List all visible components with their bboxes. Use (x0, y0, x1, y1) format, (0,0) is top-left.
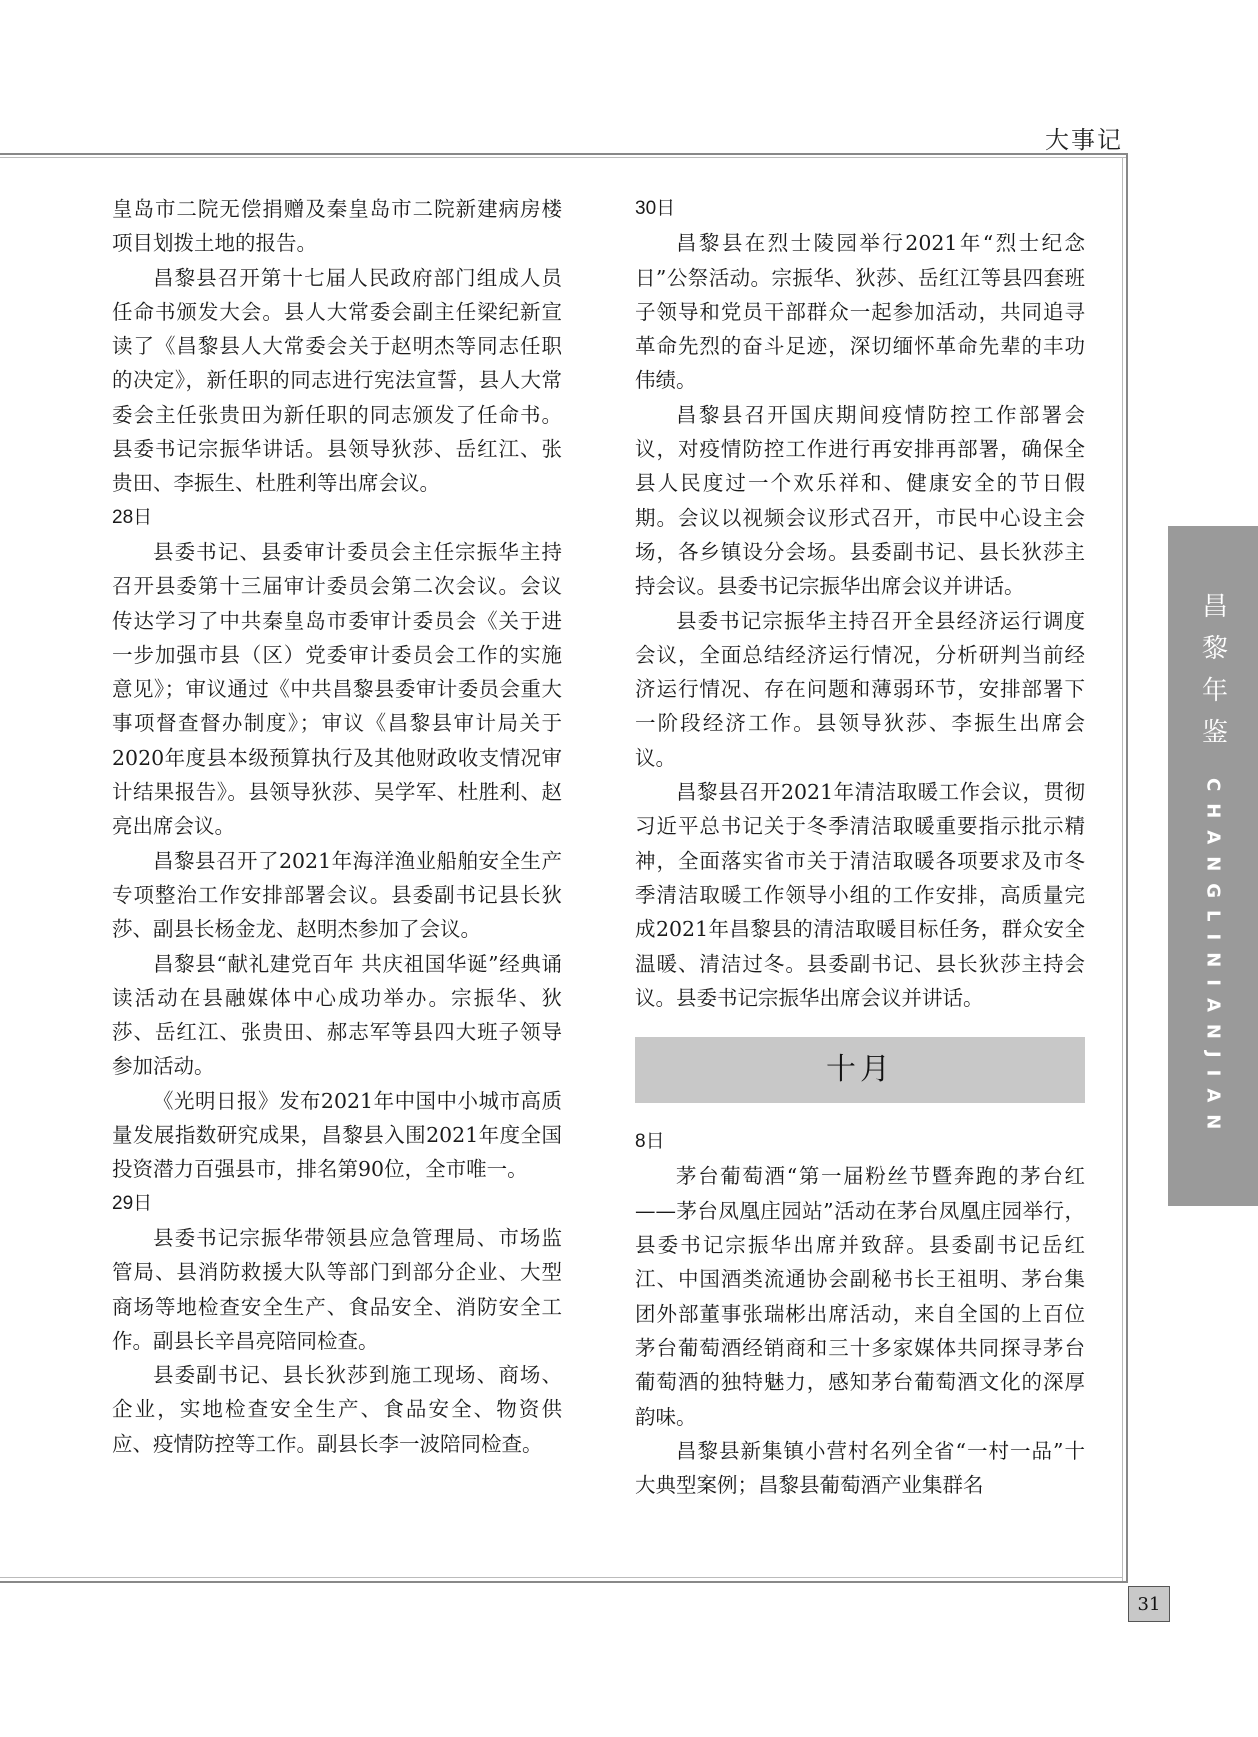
frame-right-inner-rule (1122, 157, 1123, 1583)
side-tab-english-title: CHANGLINIANJIAN (1202, 778, 1224, 1142)
left-column (112, 192, 562, 1461)
paragraph: 县委书记宗振华带领县应急管理局、市场监管局、县消防救援大队等部门到部分企业、大型商场等地检查安全生产、食品安全、消防安全工作。副县长辛昌亮陪同检查。 (112, 1225, 562, 1353)
paragraph: 茅台葡萄酒“第一届粉丝节暨奔跑的茅台红——茅台凤凰庄园站”活动在茅台凤凰庄园举行，县委书记宗振华出席并致辞。县委副书记岳红江、中国酒类流通协会副秘书长王祖明、茅台集团外部董事张瑞彬出席活动，来自全国的上百位茅台葡萄酒经销商和三十多家媒体共同探寻茅台葡萄酒的独特魅力，感知茅台葡萄酒文化的深厚韵味。 (635, 1164, 1085, 1429)
date-heading: 29日 (112, 1192, 153, 1214)
paragraph: 昌黎县“献礼建党百年 共庆祖国华诞”经典诵读活动在县融媒体中心成功举办。宗振华、狄莎、岳红江、张贵田、郝志军等县四大班子领导参加活动。 (112, 951, 562, 1079)
side-tab (1168, 526, 1258, 1206)
frame-right-rule (1126, 153, 1128, 1583)
frame-bottom-rule (0, 1581, 1128, 1583)
paragraph: 县委书记宗振华主持召开全县经济运行调度会议，全面总结经济运行情况，分析研判当前经济运行情况、存在问题和薄弱环节，安排部署下一阶段经济工作。县领导狄莎、李振生出席会议。 (635, 608, 1085, 770)
side-tab-chinese-title: 昌黎年鉴 (1197, 592, 1228, 760)
paragraph: 昌黎县召开第十七届人民政府部门组成人员任命书颁发大会。县人大常委会副主任梁纪新宣读了《昌黎县人大常委会关于赵明杰等同志任职的决定》，新任职的同志进行宪法宣誓，县人大常委会主任张贵田为新任职的同志颁发了任命书。县委书记宗振华讲话。县领导狄莎、岳红江、张贵田、李振生、杜胜利等出席会议。 (112, 265, 562, 496)
date-heading: 28日 (112, 506, 153, 528)
paragraph: 县委书记、县委审计委员会主任宗振华主持召开县委第十三届审计委员会第二次会议。会议传达学习了中共秦皇岛市委审计委员会《关于进一步加强市县（区）党委审计委员会工作的实施意见》；审议通过《中共昌黎县委审计委员会重大事项督查督办制度》；审议《昌黎县审计局关于2020年度县本级预算执行及其他财政收支情况审计结果报告》。县领导狄莎、吴学军、杜胜利、赵亮出席会议。 (112, 539, 562, 839)
right-column (635, 192, 1085, 1502)
frame-top-rule (0, 153, 1128, 155)
paragraph: 皇岛市二院无偿捐赠及秦皇岛市二院新建病房楼项目划拨土地的报告。 (112, 197, 562, 256)
page-number: 31 (1128, 1586, 1170, 1622)
frame-top-inner-rule (0, 157, 1126, 158)
paragraph: 昌黎县召开2021年清洁取暖工作会议，贯彻习近平总书记关于冬季清洁取暖重要指示批示精神，全面落实省市关于清洁取暖各项要求及市冬季清洁取暖工作领导小组的工作安排，高质量完成2021年昌黎县的清洁取暖目标任务，群众安全温暖、清洁过冬。县委副书记、县长狄莎主持会议。县委书记宗振华出席会议并讲话。 (635, 780, 1085, 1010)
paragraph: 昌黎县在烈士陵园举行2021年“烈士纪念日”公祭活动。宗振华、狄莎、岳红江等县四套班子领导和党员干部群众一起参加活动，共同追寻革命先烈的奋斗足迹，深切缅怀革命先辈的丰功伟绩。 (635, 231, 1085, 393)
date-heading: 8日 (635, 1131, 665, 1153)
section-title: 大事记 (1045, 126, 1123, 154)
paragraph: 县委副书记、县长狄莎到施工现场、商场、企业，实地检查安全生产、食品安全、物资供应、疫情防控等工作。副县长李一波陪同检查。 (112, 1363, 562, 1456)
paragraph: 昌黎县召开了2021年海洋渔业船舶安全生产专项整治工作安排部署会议。县委副书记县长狄莎、副县长杨金龙、赵明杰参加了会议。 (112, 848, 562, 942)
paragraph: 昌黎县新集镇小营村名列全省“一村一品”十大典型案例；昌黎县葡萄酒产业集群名 (635, 1438, 1085, 1498)
month-banner: 十月 (635, 1037, 1085, 1103)
date-heading: 30日 (635, 198, 676, 219)
paragraph: 昌黎县召开国庆期间疫情防控工作部署会议，对疫情防控工作进行再安排再部署，确保全县人民度过一个欢乐祥和、健康安全的节日假期。会议以视频会议形式召开，市民中心设主会场，各乡镇设分会场。县委副书记、县长狄莎主持会议。县委书记宗振华出席会议并讲话。 (635, 402, 1085, 599)
paragraph: 《光明日报》发布2021年中国中小城市高质量发展指数研究成果，昌黎县入围2021年度全国投资潜力百强县市，排名第90位，全市唯一。 (112, 1088, 562, 1182)
frame-bottom-inner-rule (0, 1577, 1122, 1578)
